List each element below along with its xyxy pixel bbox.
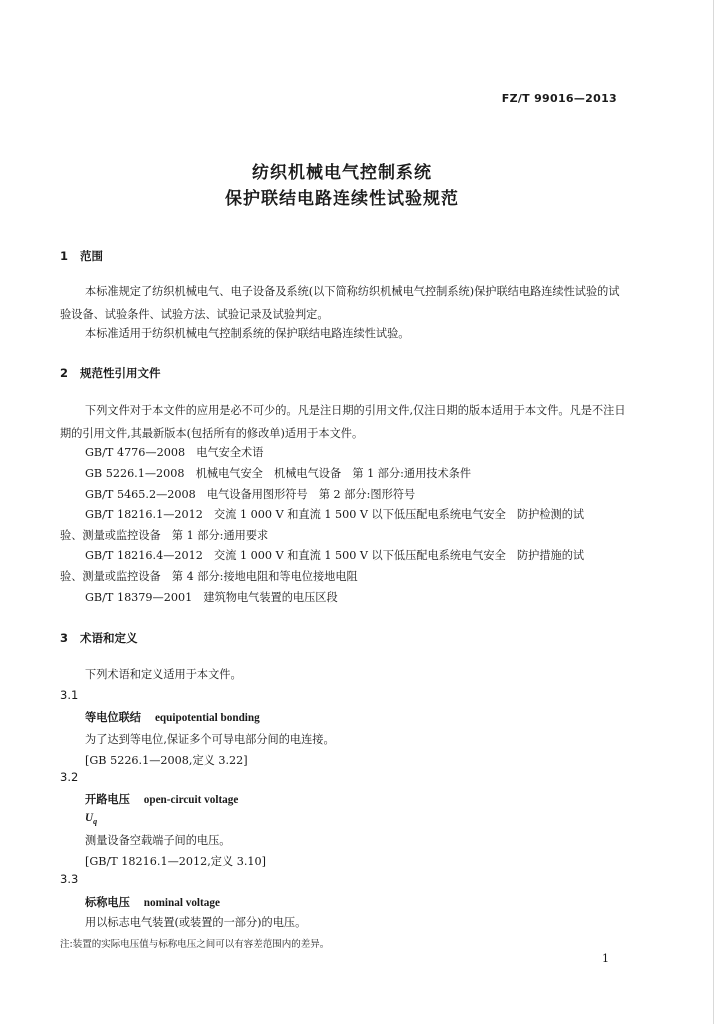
term-number: 3.2 — [60, 770, 79, 784]
section-number: 2 — [60, 366, 69, 380]
reference-item: GB/T 18216.1—2012 交流 1 000 V 和直流 1 500 V 以下低压配电系统电气安全 防护检测的试 — [85, 508, 585, 521]
section-title: 范围 — [80, 249, 103, 263]
term-number: 3.3 — [60, 872, 79, 886]
section-2-heading — [60, 365, 161, 381]
reference-item: GB/T 18216.4—2012 交流 1 000 V 和直流 1 500 V 以下低压配电系统电气安全 防护措施的试 — [85, 549, 585, 562]
term-heading — [85, 791, 238, 807]
term-chinese: 等电位联结 — [85, 711, 141, 724]
term-english: equipotential bonding — [154, 712, 260, 724]
section-3-intro: 下列术语和定义适用于本文件。 — [85, 668, 242, 681]
term-chinese: 开路电压 — [85, 793, 130, 806]
reference-item: GB/T 4776—2008 电气安全术语 — [85, 446, 264, 459]
term-symbol — [85, 811, 97, 826]
reference-item: GB/T 18379—2001 建筑物电气装置的电压区段 — [85, 591, 338, 604]
term-heading — [85, 894, 220, 910]
section-number: 1 — [60, 249, 69, 263]
term-number: 3.1 — [60, 688, 79, 702]
term-chinese: 标称电压 — [85, 896, 130, 909]
term-note: 注:装置的实际电压值与标称电压之间可以有容差范围内的差异。 — [60, 939, 330, 950]
term-english: open-circuit voltage — [143, 794, 239, 806]
title-line-2: 保护联结电路连续性试验规范 — [225, 189, 459, 209]
term-definition: 为了达到等电位,保证多个可导电部分间的电连接。 — [85, 733, 335, 746]
reference-item: GB/T 5465.2—2008 电气设备用图形符号 第 2 部分:图形符号 — [85, 488, 416, 501]
section-3-heading — [60, 630, 138, 646]
symbol-main: U — [85, 812, 94, 824]
section-1-para-1: 本标准规定了纺织机械电气、电子设备及系统(以下简称纺织机械电气控制系统)保护联结电路连续性试验的试验设备、试验条件、试验方法、试验记录及试验判定。 — [60, 285, 620, 321]
section-1-para-2: 本标准适用于纺织机械电气控制系统的保护联结电路连续性试验。 — [85, 327, 410, 340]
term-definition: 测量设备空载端子间的电压。 — [85, 834, 231, 847]
section-2-intro: 下列文件对于本文件的应用是必不可少的。凡是注日期的引用文件,仅注日期的版本适用于本文件。凡是不注日期的引用文件,其最新版本(包括所有的修改单)适用于本文件。 — [60, 404, 626, 440]
term-english: nominal voltage — [143, 897, 220, 909]
page-number: 1 — [602, 952, 609, 965]
scan-edge-divider — [713, 0, 714, 1024]
section-title: 术语和定义 — [80, 631, 138, 645]
section-1-heading — [60, 248, 103, 264]
section-number: 3 — [60, 631, 69, 645]
term-source: [GB/T 18216.1—2012,定义 3.10] — [85, 855, 266, 868]
term-definition: 用以标志电气装置(或装置的一部分)的电压。 — [85, 916, 307, 929]
symbol-subscript: q — [93, 817, 98, 827]
section-title: 规范性引用文件 — [80, 366, 161, 380]
reference-item: GB 5226.1—2008 机械电气安全 机械电气设备 第 1 部分:通用技术条件 — [85, 467, 472, 480]
standard-code: FZ/T 99016—2013 — [501, 92, 617, 105]
reference-item-continuation: 验、测量或监控设备 第 1 部分:通用要求 — [60, 529, 269, 542]
reference-item-continuation: 验、测量或监控设备 第 4 部分:接地电阻和等电位接地电阻 — [60, 570, 358, 583]
term-source: [GB 5226.1—2008,定义 3.22] — [85, 754, 248, 767]
term-heading — [85, 709, 260, 725]
title-line-1: 纺织机械电气控制系统 — [252, 163, 432, 183]
